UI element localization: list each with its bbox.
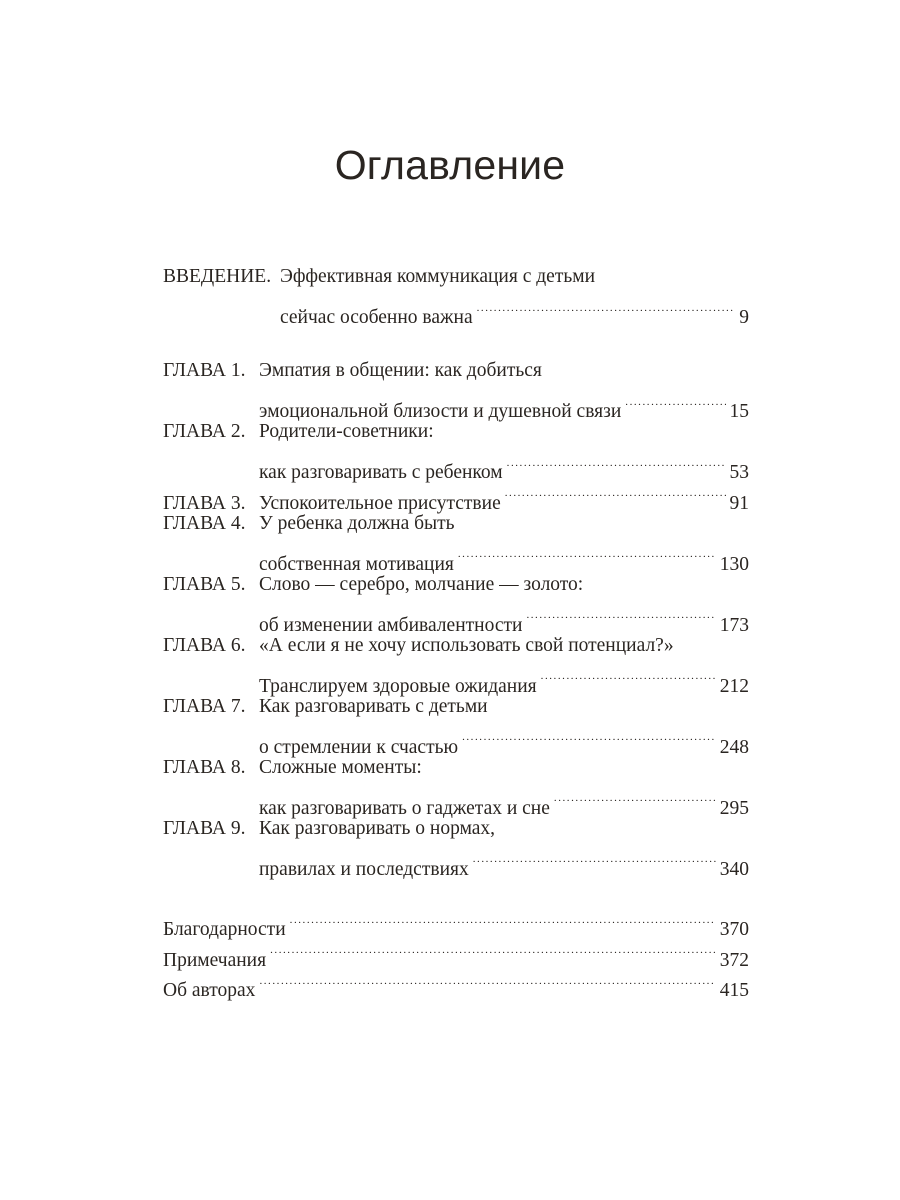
toc-entry-label: ГЛАВА 5.	[163, 573, 246, 595]
dot-leader	[477, 293, 736, 324]
dot-leader	[473, 844, 716, 875]
toc-entry-title: Как разговаривать с детьми	[259, 695, 488, 717]
toc-entry-title: Эффективная коммуникация с детьми	[280, 266, 596, 287]
dot-leader	[505, 478, 726, 509]
toc-page-number: 295	[719, 797, 749, 819]
toc-entry-label: ГЛАВА 3.	[163, 492, 246, 514]
dot-leader	[541, 661, 716, 692]
toc-page-number: 370	[719, 919, 749, 940]
toc-entry-title: У ребенка должна быть	[259, 512, 455, 534]
toc-entry-label: ВВЕДЕНИЕ.	[163, 266, 272, 287]
table-of-contents	[163, 262, 749, 1001]
toc-entry-chapter-8	[163, 753, 749, 819]
dot-leader	[526, 600, 715, 631]
toc-entry-title-continued: эмоциональной близости и душевной связи	[259, 401, 622, 422]
toc-entry-label: ГЛАВА 7.	[163, 695, 246, 717]
toc-entry-label: ГЛАВА 1.	[163, 360, 246, 381]
toc-entry-label: ГЛАВА 8.	[163, 756, 246, 778]
toc-entry-title-continued: как разговаривать с ребенком	[259, 462, 503, 483]
toc-entry-chapter-5	[163, 570, 749, 636]
toc-page-number: 248	[719, 736, 749, 758]
toc-page-number: 130	[719, 553, 749, 575]
dot-leader	[290, 905, 716, 936]
toc-entry-title-continued: Транслируем здоровые ожидания	[259, 675, 537, 697]
dot-leader	[507, 448, 726, 479]
toc-entry-title: Эмпатия в общении: как добиться	[259, 360, 542, 381]
toc-entry-title: Об авторах	[163, 980, 256, 1001]
toc-entry-title: Благодарности	[163, 919, 286, 940]
toc-entry-chapter-9	[163, 814, 749, 880]
toc-entry-acknowledgements	[163, 905, 749, 940]
toc-entry-title: «А если я не хочу использовать свой потенциал?»	[259, 634, 674, 656]
toc-entry-title: Родители-советники:	[259, 421, 434, 442]
dot-leader	[554, 783, 716, 814]
dot-leader	[462, 722, 716, 753]
toc-page-number: 91	[729, 492, 749, 514]
toc-entry-label: ГЛАВА 4.	[163, 512, 246, 534]
toc-entry-label: ГЛАВА 6.	[163, 634, 246, 656]
toc-page-number: 372	[719, 949, 749, 971]
toc-entry-title-continued: собственная мотивация	[259, 553, 454, 575]
toc-entry-title: Сложные моменты:	[259, 756, 422, 778]
toc-entry-label: ГЛАВА 2.	[163, 421, 246, 442]
toc-page-number: 15	[729, 401, 749, 422]
toc-page-number: 212	[719, 675, 749, 697]
toc-entry-chapter-7	[163, 692, 749, 758]
toc-entry-title: Как разговаривать о нормах,	[259, 817, 496, 839]
toc-entry-title-continued: о стремлении к счастью	[259, 736, 459, 758]
toc-page-number: 9	[739, 307, 749, 328]
toc-entry-title-continued: как разговаривать о гаджетах и сне	[259, 797, 550, 819]
toc-entry-intro	[163, 262, 749, 328]
toc-entry-chapter-4	[163, 509, 749, 575]
dot-leader	[270, 935, 716, 966]
toc-page-number: 340	[719, 858, 749, 880]
toc-entry-title-continued: об изменении амбивалентности	[259, 614, 523, 636]
toc-entry-chapter-2	[163, 417, 749, 483]
toc-entry-title-continued: сейчас особенно важна	[280, 307, 473, 328]
page-title: Оглавление	[334, 142, 566, 188]
toc-page-number: 53	[729, 462, 749, 483]
toc-page-number: 173	[719, 614, 749, 636]
toc-entry-title-continued: правилах и последствиях	[259, 858, 469, 880]
dot-leader	[458, 539, 716, 570]
toc-page-number: 415	[719, 980, 749, 1001]
toc-entry-label: ГЛАВА 9.	[163, 817, 246, 839]
toc-entry-chapter-1	[163, 356, 749, 422]
toc-entry-title: Слово — серебро, молчание — золото:	[259, 573, 584, 595]
dot-leader	[259, 966, 715, 997]
dot-leader	[625, 387, 725, 418]
toc-entry-chapter-6	[163, 631, 749, 697]
toc-entry-title: Успокоительное присутствие	[259, 492, 501, 514]
toc-entry-title: Примечания	[163, 949, 267, 971]
